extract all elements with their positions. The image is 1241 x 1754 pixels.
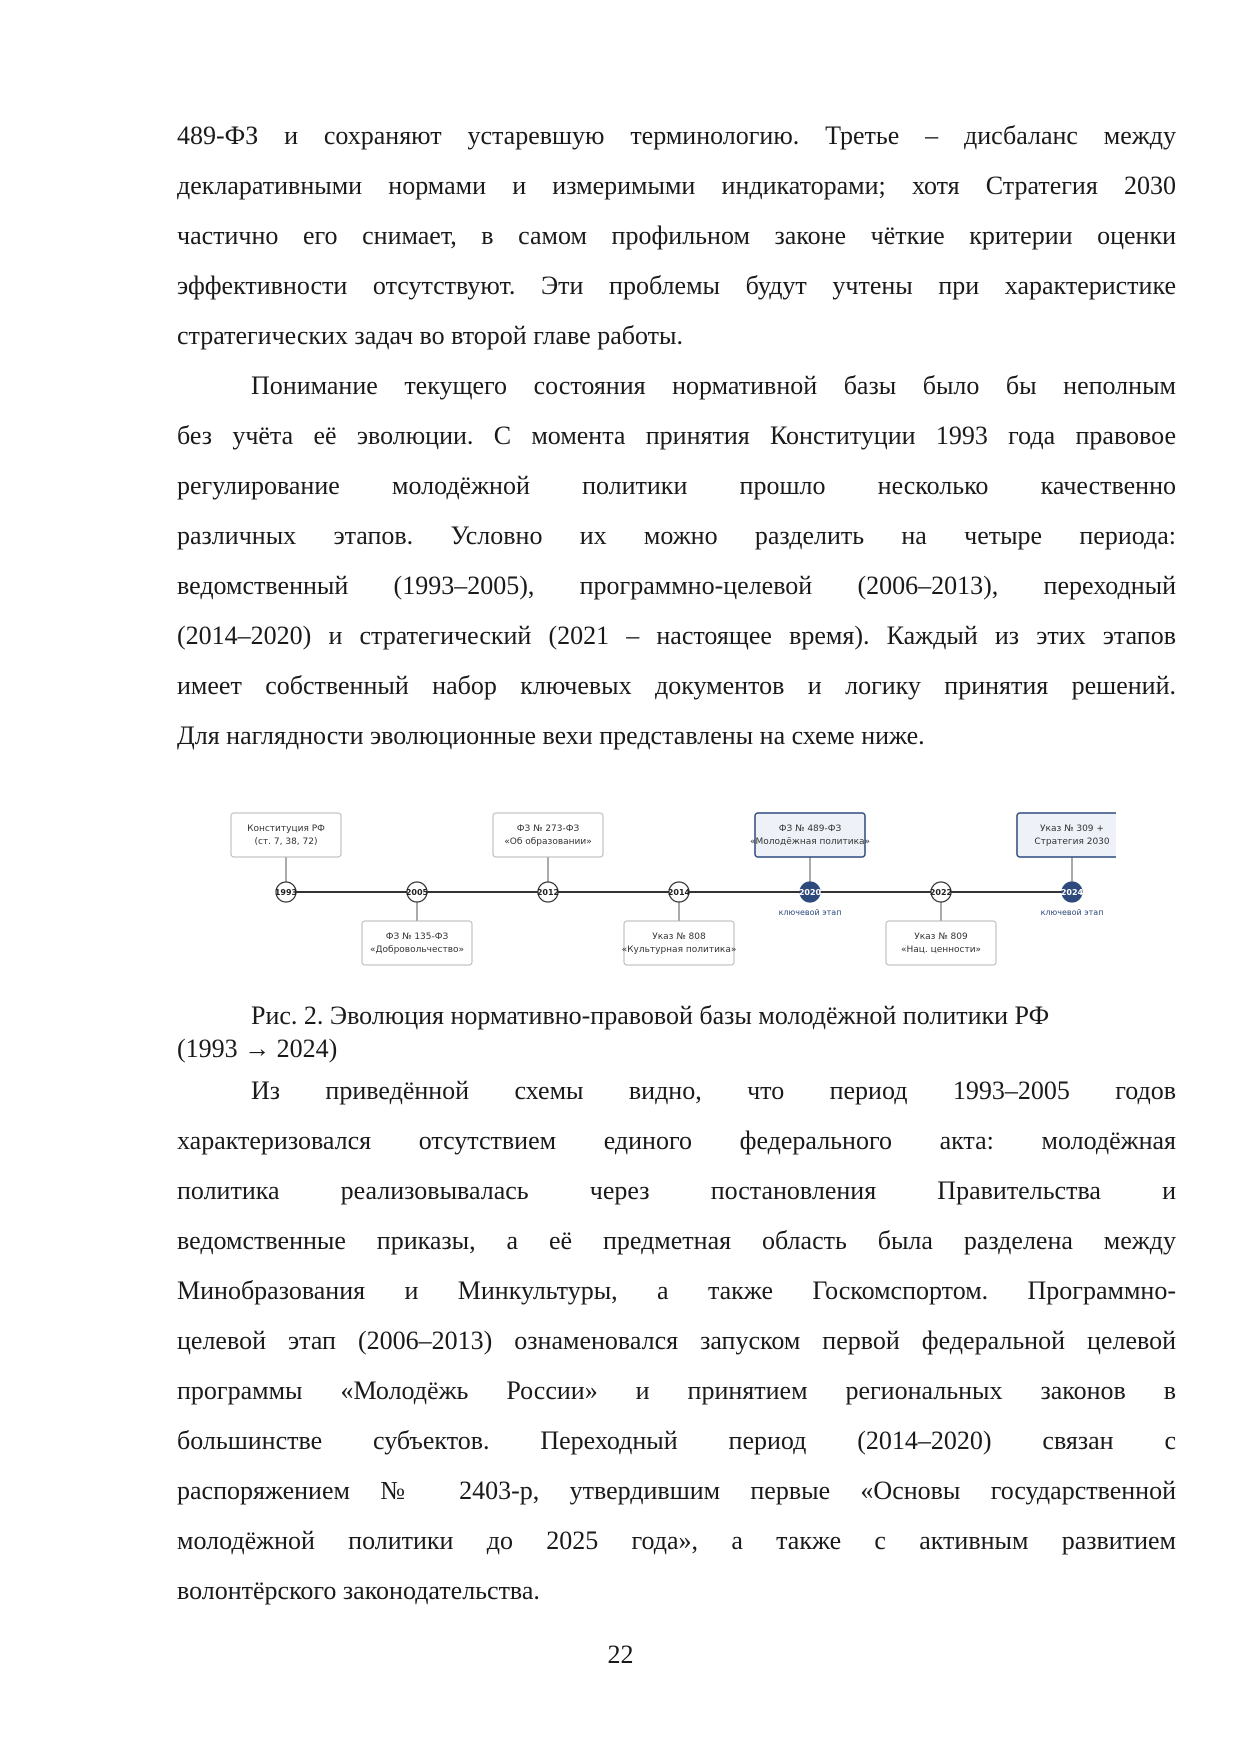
paragraph-2-line-6: (2014–2020) и стратегический (2021 – настоящее время). Каждый из этих этапов [177, 621, 1176, 650]
timeline-event-label-1993-2: (ст. 7, 38, 72) [254, 837, 318, 847]
timeline-event-label-2005-2: «Добровольчество» [369, 945, 465, 955]
paragraph-2-line-1: Понимание текущего состояния нормативной базы было бы неполным [251, 371, 1176, 400]
timeline-event-box-1993 [231, 813, 341, 857]
paragraph-3-line-7: программы «Молодёжь России» и принятием региональных законов в [177, 1376, 1176, 1405]
timeline-figure [226, 805, 1116, 970]
paragraph-2-line-4: различных этапов. Условно их можно разделить на четыре периода: [177, 521, 1176, 550]
figure-caption-line-1: Рис. 2. Эволюция нормативно-правовой базы молодёжной политики РФ [251, 1001, 1050, 1030]
timeline-event-box-2005 [362, 921, 472, 965]
paragraph-3-line-9: распоряжением № 2403-р, утвердившим первые «Основы государственной [177, 1476, 1176, 1505]
paragraph-2-line-3: регулирование молодёжной политики прошло несколько качественно [177, 471, 1176, 500]
paragraph-2-line-8: Для наглядности эволюционные вехи представлены на схеме ниже. [177, 721, 925, 750]
paragraph-2-line-5: ведомственный (1993–2005), программно-целевой (2006–2013), переходный [177, 571, 1176, 600]
timeline-year-2020: 2020 [798, 888, 822, 897]
timeline-event-label-2024-1: Указ № 309 + [1040, 824, 1104, 834]
timeline-event-label-1993-1: Конституция РФ [247, 824, 325, 834]
timeline-event-label-2014-2: «Культурная политика» [621, 945, 737, 955]
timeline-event-label-2022-1: Указ № 809 [914, 932, 968, 942]
timeline-event-box-2020 [755, 813, 865, 857]
timeline-event-box-2024 [1017, 813, 1116, 857]
page-number: 22 [607, 1640, 634, 1669]
timeline-event-label-2012-1: ФЗ № 273-ФЗ [516, 824, 580, 834]
paragraph-2-line-2: без учёта её эволюции. С момента принятия Конституции 1993 года правовое [177, 421, 1176, 450]
timeline-event-label-2020-1: ФЗ № 489-ФЗ [778, 824, 842, 834]
paragraph-3-line-3: политика реализовывалась через постановления Правительства и [177, 1176, 1176, 1205]
figure-caption-line-2: (1993 → 2024) [177, 1034, 338, 1063]
paragraph-3-line-1: Из приведённой схемы видно, что период 1993–2005 годов [251, 1076, 1176, 1105]
paragraph-3-line-4: ведомственные приказы, а её предметная область была разделена между [177, 1226, 1176, 1255]
timeline-event-label-2005-1: ФЗ № 135-ФЗ [385, 932, 449, 942]
paragraph-3-line-2: характеризовался отсутствием единого федерального акта: молодёжная [177, 1126, 1176, 1155]
timeline-year-2005: 2005 [405, 888, 429, 897]
timeline-event-box-2012 [493, 813, 603, 857]
paragraph-1-line-4: эффективности отсутствуют. Эти проблемы будут учтены при характеристике [177, 271, 1176, 300]
timeline-year-2014: 2014 [667, 888, 691, 897]
paragraph-1-line-5: стратегических задач во второй главе работы. [177, 321, 683, 350]
paragraph-3-line-6: целевой этап (2006–2013) ознаменовался запуском первой федеральной целевой [177, 1326, 1176, 1355]
timeline-event-label-2020-2: «Молодёжная политика» [749, 837, 871, 847]
paragraph-1-line-3: частично его снимает, в самом профильном законе чёткие критерии оценки [177, 221, 1176, 250]
timeline-event-box-2022 [886, 921, 996, 965]
paragraph-3-line-5: Минобразования и Минкультуры, а также Госкомспортом. Программно- [177, 1276, 1176, 1305]
timeline-year-2012: 2012 [536, 888, 560, 897]
timeline-event-label-2024-2: Стратегия 2030 [1034, 837, 1110, 847]
paragraph-1-line-2: декларативными нормами и измеримыми индикаторами; хотя Стратегия 2030 [177, 171, 1176, 200]
timeline-year-2022: 2022 [929, 888, 953, 897]
timeline-year-2024: 2024 [1060, 888, 1084, 897]
timeline-event-label-2014-1: Указ № 808 [652, 932, 706, 942]
timeline-event-box-2014 [624, 921, 734, 965]
timeline-key-stage-label-2020: ключевой этап [778, 908, 842, 917]
timeline-year-1993: 1993 [274, 888, 298, 897]
timeline-event-label-2022-2: «Нац. ценности» [900, 945, 982, 955]
paragraph-2-line-7: имеет собственный набор ключевых документов и логику принятия решений. [177, 671, 1176, 700]
timeline-key-stage-label-2024: ключевой этап [1040, 908, 1104, 917]
paragraph-1-line-1: 489-ФЗ и сохраняют устаревшую терминологию. Третье – дисбаланс между [177, 121, 1176, 150]
paragraph-3-line-8: большинстве субъектов. Переходный период (2014–2020) связан с [177, 1426, 1176, 1455]
paragraph-3-line-10: молодёжной политики до 2025 года», а также с активным развитием [177, 1526, 1176, 1555]
timeline-event-label-2012-2: «Об образовании» [504, 837, 592, 847]
paragraph-3-line-11: волонтёрского законодательства. [177, 1576, 540, 1605]
